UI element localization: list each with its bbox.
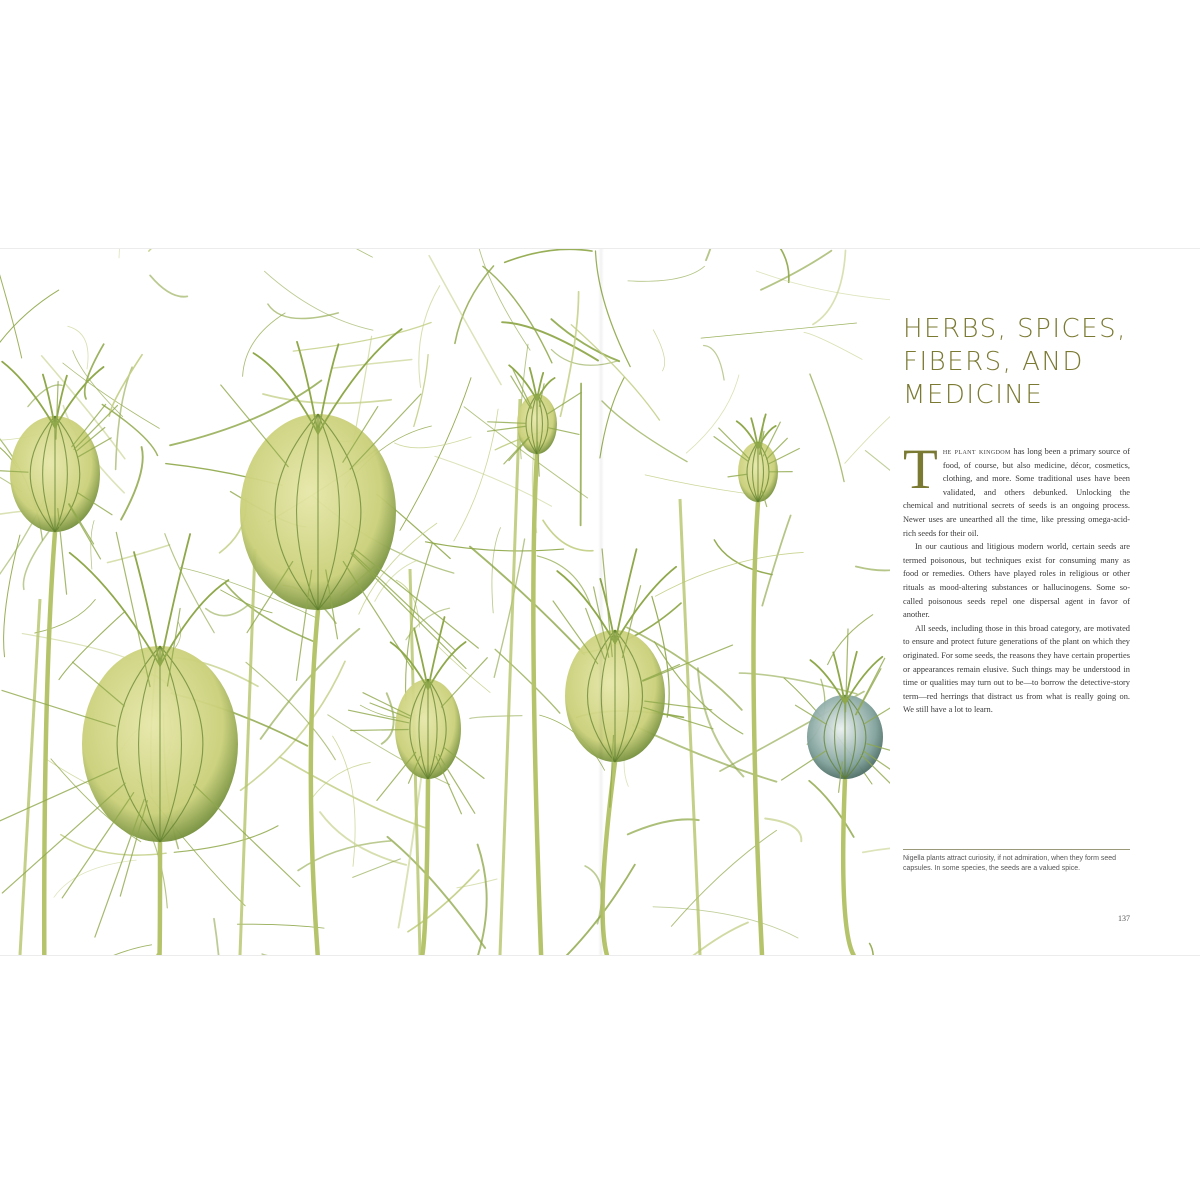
page-title <box>903 313 1173 412</box>
filigree-thread <box>756 271 890 302</box>
bract-thread <box>442 658 488 707</box>
filigree-thread <box>701 323 857 338</box>
plant-stem <box>533 454 541 955</box>
filigree-thread <box>23 530 50 590</box>
filigree-thread <box>265 271 374 330</box>
plant-stem <box>843 779 853 955</box>
filigree-thread <box>706 249 720 260</box>
filigree-thread <box>698 668 744 776</box>
filigree-thread <box>149 249 241 251</box>
filigree-thread <box>332 360 412 369</box>
title-line-1: HERBS, SPICES, <box>903 314 1127 344</box>
filigree-thread <box>419 286 440 388</box>
title-line-2: FIBERS, AND <box>903 347 1084 377</box>
filigree-thread <box>543 520 593 550</box>
filigree-thread <box>483 266 552 363</box>
filigree-thread <box>454 409 498 541</box>
filigree-thread <box>865 944 873 956</box>
page-number: 137 <box>1118 914 1130 923</box>
filigree-thread <box>237 924 324 928</box>
filigree-thread <box>108 545 170 563</box>
filigree-thread <box>437 645 491 693</box>
filigree-thread <box>661 923 748 956</box>
filigree-thread <box>470 716 522 719</box>
filigree-thread <box>293 323 431 352</box>
filigree-thread <box>845 378 890 463</box>
filigree-thread <box>0 249 22 358</box>
plant-stem <box>422 779 428 955</box>
filigree-thread <box>268 304 338 318</box>
filigree-thread <box>502 322 598 360</box>
filigree-thread <box>262 954 305 955</box>
filigree-thread <box>495 649 560 713</box>
filigree-thread <box>263 394 391 403</box>
filigree-thread <box>505 249 592 262</box>
plant-stem <box>311 610 318 955</box>
plant-stem <box>603 762 615 955</box>
filigree-thread <box>414 355 428 427</box>
lead-in-small-caps: he plant kingdom <box>942 447 1011 456</box>
pod-horn <box>160 534 190 666</box>
paragraph-1-text: has long been a primary source of food, of course, but also medicine, décor, cosmetics, clothing, and more. Some traditional uses have been validated, and others debunked. Unlocking the chemical and nutritional secrets of seeds is an ongoing process. Newer uses are unearthed all the time, like pressing omega-acid-rich seeds for their oil. <box>903 447 1130 538</box>
filigree-thread <box>856 563 890 571</box>
filigree-thread <box>653 330 664 371</box>
filigree-thread <box>655 552 803 596</box>
bract-thread <box>355 549 479 648</box>
page-gutter <box>598 249 604 955</box>
filigree-thread <box>35 600 96 634</box>
bract-thread <box>438 755 474 814</box>
filigree-thread <box>206 605 248 615</box>
filigree-thread <box>804 332 862 359</box>
filigree-thread <box>320 812 406 865</box>
bract-thread <box>553 601 598 664</box>
filigree-thread <box>0 290 59 366</box>
plant-stem <box>44 532 55 955</box>
filigree-thread <box>429 256 501 385</box>
body-text <box>903 438 1130 717</box>
filigree-thread <box>457 879 497 888</box>
filigree-thread <box>400 378 471 531</box>
filigree-thread <box>628 819 699 834</box>
filigree-thread <box>243 313 286 376</box>
book-spread <box>0 248 1200 956</box>
filigree-thread <box>865 451 890 489</box>
filigree-thread <box>813 250 846 324</box>
filigree-thread <box>756 249 789 282</box>
filigree-thread <box>628 266 705 281</box>
title-line-3: MEDICINE <box>903 380 1044 410</box>
filigree-thread <box>645 475 748 494</box>
pod-horn <box>428 617 445 689</box>
filigree-thread <box>73 351 123 417</box>
filigree-thread <box>4 535 20 657</box>
filigree-thread <box>388 837 486 948</box>
plant-stem <box>159 842 161 955</box>
filigree-thread <box>353 859 401 878</box>
drop-cap: T <box>903 438 938 501</box>
filigree-thread <box>863 847 890 854</box>
filigree-thread <box>762 516 790 606</box>
filigree-thread <box>558 865 635 955</box>
filigree-thread <box>810 374 844 482</box>
filigree-thread <box>395 437 472 448</box>
filigree-thread <box>686 375 739 453</box>
paragraph-2: In our cautious and litigious modern world, certain seeds are termed poisonous, but techniques exist for consuming many as food or remedies. Others have played roles in religious or other rituals as mood-altering substances or hallucinogens. Some so-called poisonous seeds repel one dispersal agent in favor of another. <box>903 542 1130 620</box>
filigree-thread <box>150 275 187 296</box>
bract-thread <box>547 393 581 415</box>
filigree-thread <box>537 556 590 604</box>
filigree-thread <box>116 249 121 258</box>
filigree-thread <box>765 819 801 842</box>
plant-stem <box>680 499 700 955</box>
nigella-illustration <box>0 249 890 955</box>
filigree-thread <box>654 642 742 734</box>
plant-stem <box>20 599 40 955</box>
paragraph-1 <box>903 438 1130 540</box>
filigree-thread <box>214 919 223 955</box>
filigree-thread <box>246 249 373 257</box>
filigree-thread <box>581 384 582 526</box>
filigree-thread <box>455 266 494 343</box>
filigree-thread <box>475 249 530 350</box>
paragraph-3: All seeds, including those in this broad category, are motivated to ensure and protect future generations of the plant on which they originated. For some seeds, the reasons they have certain properties or appearances remain elusive. Such things may be understood in time or qualities may turn out to be—to borrow the detective-story term—red herrings that distract us from what is really going on. We still have a lot to learn. <box>903 623 1130 715</box>
filigree-thread <box>86 945 152 955</box>
photo-caption: Nigella plants attract curiosity, if not admiration, when they form seed capsules. In some species, the seeds are a valued spice. <box>903 855 1117 872</box>
filigree-thread <box>704 346 725 381</box>
bract-thread <box>377 752 416 800</box>
filigree-thread <box>809 781 854 837</box>
filigree-thread <box>571 325 659 420</box>
caption-rule <box>903 849 1130 850</box>
filigree-thread <box>470 547 584 655</box>
plant-stem <box>753 502 762 955</box>
nigella-photo <box>0 249 890 955</box>
filigree-thread <box>560 292 578 417</box>
filigree-thread <box>221 590 272 613</box>
pod-horn <box>615 549 637 643</box>
filigree-thread <box>63 363 160 428</box>
pod-horn <box>414 628 428 689</box>
filigree-thread <box>602 401 687 462</box>
bract-thread <box>2 783 125 893</box>
filigree-thread <box>241 661 345 790</box>
